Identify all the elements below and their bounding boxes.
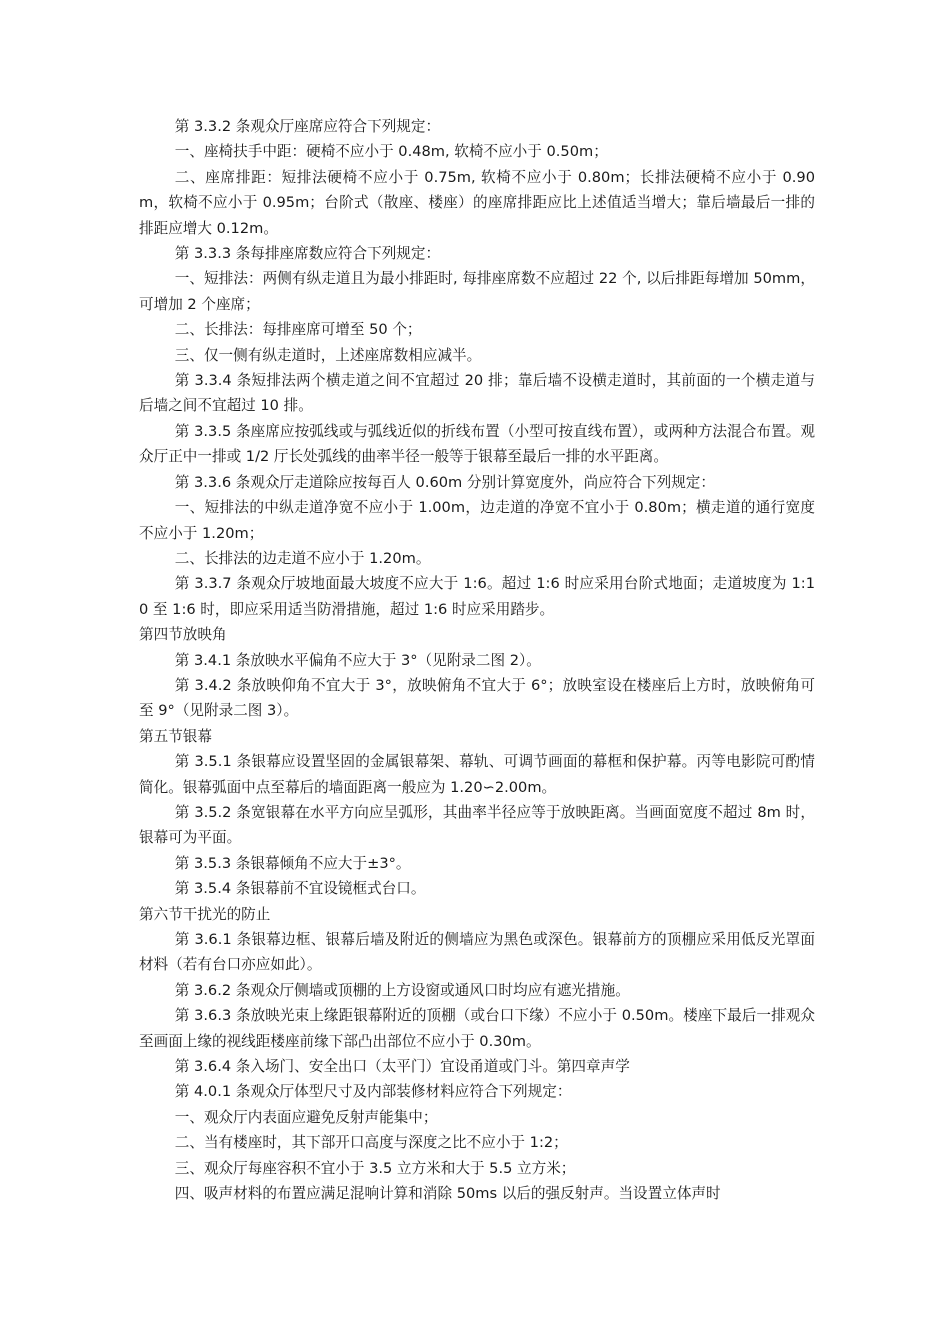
paragraph: 第 3.3.5 条座席应按弧线或与弧线近似的折线布置（小型可按直线布置），或两种方法混合布置。观众厅正中一排或 1/2 厅长处弧线的曲率半径一般等于银幕至最后一排的水平距离。 xyxy=(139,422,815,466)
paragraph: 第 3.6.4 条入场门、安全出口（太平门）宜设甬道或门斗。第四章声学 xyxy=(174,1058,630,1076)
paragraph: 三、仅一侧有纵走道时，上述座席数相应减半。 xyxy=(174,346,482,364)
paragraph: 三、观众厅每座容积不宜小于 3.5 立方米和大于 5.5 立方米； xyxy=(174,1159,576,1177)
paragraph: 二、座席排距：短排法硬椅不应小于 0.75m, 软椅不应小于 0.80m；长排法硬椅不应小于 0.90m，软椅不应小于 0.95m；台阶式（散座、楼座）的座席排距应比上述值适当增大；靠后墙最后一排的排距应增大 0.12m。 xyxy=(139,168,815,237)
paragraph: 第 3.6.1 条银幕边框、银幕后墙及附近的侧墙应为黑色或深色。银幕前方的顶棚应采用低反光罩面材料（若有台口亦应如此）。 xyxy=(139,931,815,974)
paragraph: 一、短排法的中纵走道净宽不应小于 1.00m，边走道的净宽不宜小于 0.80m；横走道的通行宽度不应小于 1.20m； xyxy=(139,499,815,542)
paragraph: 第 3.6.3 条放映光束上缘距银幕附近的顶棚（或台口下缘）不应小于 0.50m。楼座下最后一排观众至画面上缘的视线距楼座前缘下部凸出部位不应小于 0.30m。 xyxy=(139,1007,815,1050)
paragraph: 一、短排法：两侧有纵走道且为最小排距时, 每排座席数不应超过 22 个, 以后排距每增加 50mm，可增加 2 个座席； xyxy=(139,270,815,313)
section-heading: 第四节放映角 xyxy=(139,626,227,644)
paragraph: 第 3.5.1 条银幕应设置坚固的金属银幕架、幕轨、可调节画面的幕框和保护幕。丙等电影院可酌情简化。银幕弧面中点至幕后的墙面距离一般应为 1.20∽2.00m。 xyxy=(139,753,815,796)
section-heading: 第五节银幕 xyxy=(139,727,212,745)
paragraph: 一、座椅扶手中距：硬椅不应小于 0.48m, 软椅不应小于 0.50m； xyxy=(174,143,608,161)
paragraph: 第 3.3.2 条观众厅座席应符合下列规定： xyxy=(174,118,441,135)
paragraph: 第 3.3.4 条短排法两个横走道之间不宜超过 20 排；靠后墙不设横走道时，其前面的一个横走道与后墙之间不宜超过 10 排。 xyxy=(139,372,815,415)
paragraph: 第 3.6.2 条观众厅侧墙或顶棚的上方设窗或通风口时均应有遮光措施。 xyxy=(174,981,630,999)
paragraph: 第 3.4.2 条放映仰角不宜大于 3°，放映俯角不宜大于 6°；放映室设在楼座后上方时，放映俯角可至 9°（见附录二图 3）。 xyxy=(139,676,815,720)
paragraph: 第 3.5.4 条银幕前不宜设镜框式台口。 xyxy=(174,880,426,898)
paragraph: 一、观众厅内表面应避免反射声能集中； xyxy=(174,1108,438,1126)
section-heading: 第六节干扰光的防止 xyxy=(139,905,271,923)
paragraph: 第 3.5.2 条宽银幕在水平方向应呈弧形，其曲率半径应等于放映距离。当画面宽度不超过 8m 时，银幕可为平面。 xyxy=(139,803,815,847)
paragraph: 第 3.3.3 条每排座席数应符合下列规定： xyxy=(174,245,441,263)
paragraph: 四、吸声材料的布置应满足混响计算和消除 50ms 以后的强反射声。当设置立体声时 xyxy=(174,1185,721,1203)
paragraph: 第 3.5.3 条银幕倾角不应大于±3°。 xyxy=(174,854,411,872)
document-body xyxy=(139,114,815,1206)
paragraph: 二、当有楼座时，其下部开口高度与深度之比不应小于 1:2； xyxy=(174,1134,568,1152)
paragraph: 第 3.3.7 条观众厅坡地面最大坡度不应大于 1:6。超过 1:6 时应采用台阶式地面；走道坡度为 1:10 至 1:6 时，即应采用适当防滑措施，超过 1:6 时应采用踏步。 xyxy=(139,575,815,618)
paragraph: 第 4.0.1 条观众厅体型尺寸及内部装修材料应符合下列规定： xyxy=(174,1083,572,1101)
paragraph: 第 3.3.6 条观众厅走道除应按每百人 0.60m 分别计算宽度外，尚应符合下列规定： xyxy=(174,473,715,491)
paragraph: 二、长排法：每排座席可增至 50 个； xyxy=(174,321,422,339)
paragraph: 第 3.4.1 条放映水平偏角不应大于 3°（见附录二图 2）。 xyxy=(174,651,541,669)
paragraph: 二、长排法的边走道不应小于 1.20m。 xyxy=(174,549,431,567)
